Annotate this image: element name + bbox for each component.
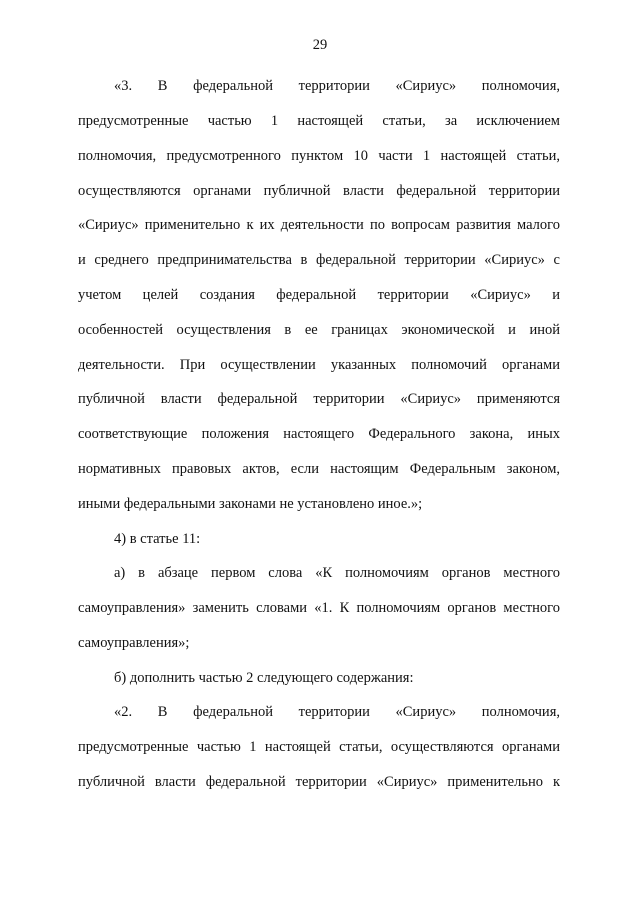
text-line: предусмотренные частью 1 настоящей статьи, за исключением	[78, 113, 560, 129]
text-line: а) в абзаце первом слова «К полномочиям органов местного	[114, 565, 560, 581]
text-line: предусмотренные частью 1 настоящей статьи, осуществляются органами	[78, 739, 560, 755]
text-line: соответствующие положения настоящего Федерального закона, иных	[78, 426, 560, 442]
text-line: публичной власти федеральной территории «Сириус» применяются	[78, 391, 560, 407]
text-line: самоуправления»;	[78, 635, 190, 651]
text-line: нормативных правовых актов, если настоящим Федеральным законом,	[78, 461, 560, 477]
text-line: осуществляются органами публичной власти федеральной территории	[78, 183, 560, 199]
text-line: полномочия, предусмотренного пунктом 10 части 1 настоящей статьи,	[78, 148, 560, 164]
text-line: иными федеральными законами не установлено иное.»;	[78, 496, 423, 512]
text-line: и среднего предпринимательства в федеральной территории «Сириус» с	[78, 252, 560, 268]
text-line: б) дополнить частью 2 следующего содержания:	[114, 670, 414, 686]
text-line: особенностей осуществления в ее границах экономической и иной	[78, 322, 560, 338]
page-number: 29	[312, 37, 328, 53]
text-line: «Сириус» применительно к их деятельности по вопросам развития малого	[78, 217, 560, 233]
text-line: публичной власти федеральной территории «Сириус» применительно к	[78, 774, 560, 790]
text-line: «2. В федеральной территории «Сириус» полномочия,	[114, 704, 560, 720]
text-line: самоуправления» заменить словами «1. К полномочиям органов местного	[78, 600, 560, 616]
text-line: учетом целей создания федеральной территории «Сириус» и	[78, 287, 560, 303]
text-line: деятельности. При осуществлении указанных полномочий органами	[78, 357, 560, 373]
text-line: 4) в статье 11:	[114, 531, 201, 547]
text-line: «3. В федеральной территории «Сириус» полномочия,	[114, 78, 560, 94]
